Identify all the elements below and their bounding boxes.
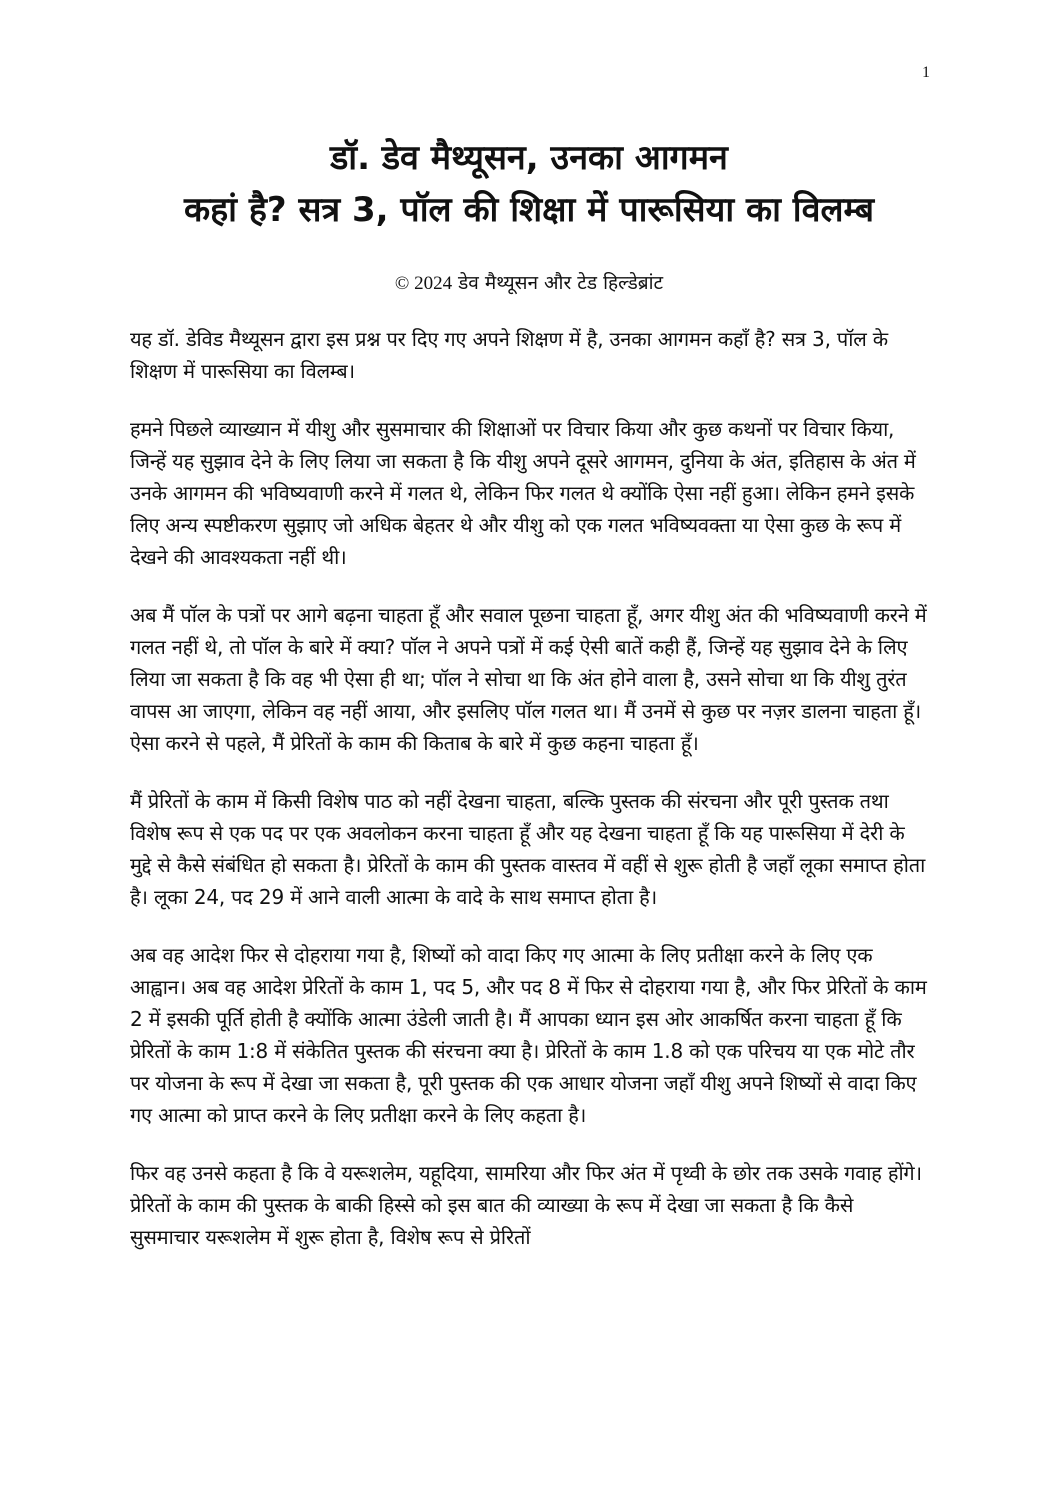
paragraph-5: अब वह आदेश फिर से दोहराया गया है, शिष्यों को वादा किए गए आत्मा के लिए प्रतीक्षा करने के लिए एक आह्वान। अब वह आदेश प्रेरितों के काम 1, पद 5, और पद 8 में फिर से दोहराया गया है, और फिर प्रेरितों के काम 2 में इसकी पूर्ति होती है क्योंकि आत्मा उंडेली जाती है। मैं आपका ध्यान इस ओर आकर्षित करना चाहता हूँ कि प्रेरितों के काम 1:8 में संकेतित पुस्तक की संरचना क्या है। प्रेरितों के काम 1.8 को एक परिचय या एक मोटे तौर पर योजना के रूप में देखा जा सकता है, पूरी पुस्तक की एक आधार योजना जहाँ यीशु अपने शिष्यों से वादा किए गए आत्मा को प्राप्त करने के लिए प्रतीक्षा करने के लिए कहता है।: [130, 943, 927, 1127]
copyright-year: © 2024: [394, 273, 453, 294]
paragraph-1: यह डॉ. डेविड मैथ्यूसन द्वारा इस प्रश्न पर दिए गए अपने शिक्षण में है, उनका आगमन कहाँ है? सत्र 3, पॉल के शिक्षण में पारूसिया का विलम्ब।: [130, 327, 888, 383]
paragraph-3: अब मैं पॉल के पत्रों पर आगे बढ़ना चाहता हूँ और सवाल पूछना चाहता हूँ, अगर यीशु अंत की भविष्यवाणी करने में गलत नहीं थे, तो पॉल के बारे में क्या? पॉल ने अपने पत्रों में कई ऐसी बातें कही हैं, जिन्हें यह सुझाव देने के लिए लिया जा सकता है कि वह भी ऐसा ही था; पॉल ने सोचा था कि अंत होने वाला है, उसने सोचा था कि यीशु तुरंत वापस आ जाएगा, लेकिन वह नहीं आया, और इसलिए पॉल गलत था। मैं उनमें से कुछ पर नज़र डालना चाहता हूँ। ऐसा करने से पहले, मैं प्रेरितों के काम की किताब के बारे में कुछ कहना चाहता हूँ।: [130, 603, 927, 755]
copyright-notice: [130, 270, 928, 297]
paragraph-4: मैं प्रेरितों के काम में किसी विशेष पाठ को नहीं देखना चाहता, बल्कि पुस्तक की संरचना और पूरी पुस्तक तथा विशेष रूप से एक पद पर एक अवलोकन करना चाहता हूँ और यह देखना चाहता हूँ कि यह पारूसिया में देरी के मुद्दे से कैसे संबंधित हो सकता है। प्रेरितों के काम की पुस्तक वास्तव में वहीं से शुरू होती है जहाँ लूका समाप्त होता है। लूका 24, पद 29 में आने वाली आत्मा के वादे के साथ समाप्त होता है।: [130, 789, 926, 909]
paragraph-2: हमने पिछले व्याख्यान में यीशु और सुसमाचार की शिक्षाओं पर विचार किया और कुछ कथनों पर विचार किया, जिन्हें यह सुझाव देने के लिए लिया जा सकता है कि यीशु अपने दूसरे आगमन, दुनिया के अंत, इतिहास के अंत में उनके आगमन की भविष्यवाणी करने में गलत थे, लेकिन फिर गलत थे क्योंकि ऐसा नहीं हुआ। लेकिन हमने इसके लिए अन्य स्पष्टीकरण सुझाए जो अधिक बेहतर थे और यीशु को एक गलत भविष्यवक्ता या ऐसा कुछ के रूप में देखने की आवश्यकता नहीं थी।: [130, 417, 916, 569]
document-body: [130, 323, 928, 1253]
title-line-2: कहां है? सत्र 3, पॉल की शिक्षा में पारूसिया का विलम्ब: [184, 190, 874, 230]
document-title: [130, 0, 928, 236]
title-line-1: डॉ. डेव मैथ्यूसन, उनका आगमन: [330, 138, 728, 178]
page-number: 1: [922, 64, 930, 81]
paragraph-6: फिर वह उनसे कहता है कि वे यरूशलेम, यहूदिया, सामरिया और फिर अंत में पृथ्वी के छोर तक उसके गवाह होंगे। प्रेरितों के काम की पुस्तक के बाकी हिस्से को इस बात की व्याख्या के रूप में देखा जा सकता है कि कैसे सुसमाचार यरूशलेम में शुरू होता है, विशेष रूप से प्रेरितों: [130, 1161, 922, 1249]
copyright-authors: डेव मैथ्यूसन और टेड हिल्डेब्रांट: [458, 272, 664, 294]
